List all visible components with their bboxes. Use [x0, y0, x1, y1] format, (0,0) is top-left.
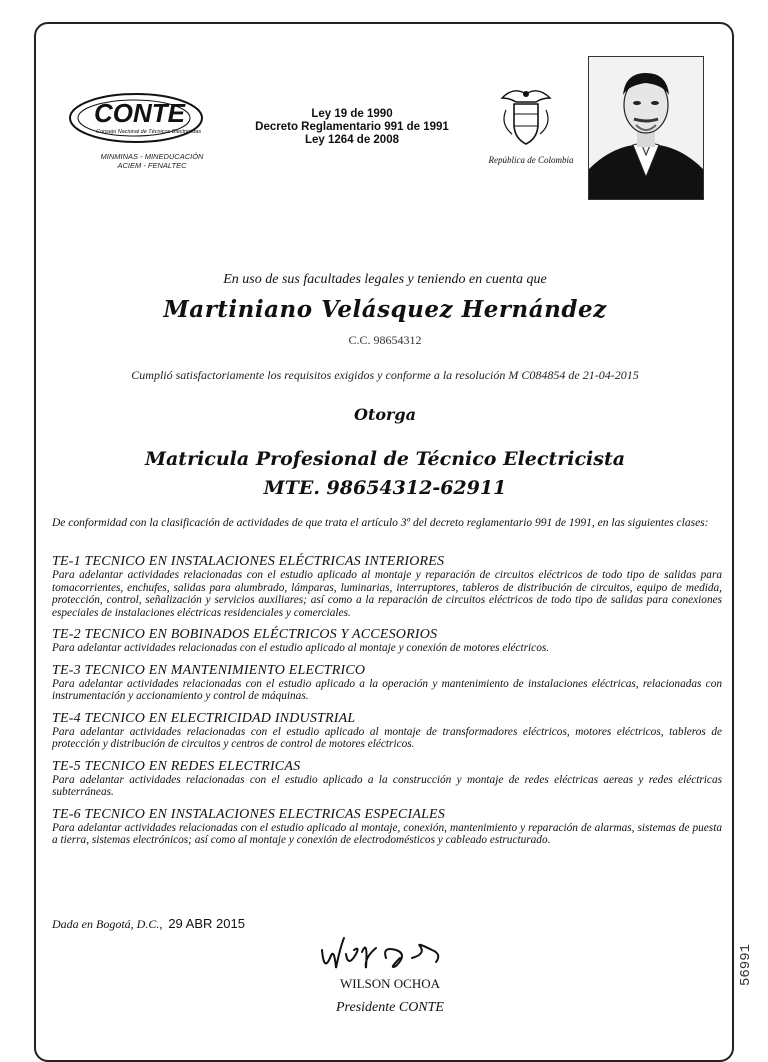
portrait-photo — [588, 56, 704, 200]
sub-organizations — [82, 152, 222, 170]
class-description: Para adelantar actividades relacionadas con el estudio aplicado al montaje de transformadores eléctricos, motores eléctricos, tableros de protección y distribución de circuitos y centros de control de motores eléctricos. — [52, 725, 722, 750]
svg-text:CONTE: CONTE — [94, 98, 185, 128]
compliance-statement: Cumplió satisfactoriamente los requisitos exigidos y conforme a la resolución M C084854 de 21-04-2015 — [131, 368, 639, 382]
class-title: TE-5 TECNICO EN REDES ELECTRICAS — [52, 758, 301, 774]
grants-label: Otorga — [354, 405, 416, 424]
signer-title: Presidente CONTE — [336, 1000, 444, 1015]
law-line1: Ley 19 de 1990 — [311, 108, 393, 120]
class-title: TE-1 TECNICO EN INSTALACIONES ELÉCTRICAS INTERIORES — [52, 554, 445, 569]
signer-name: WILSON OCHOA — [339, 976, 441, 991]
class-list — [52, 555, 722, 856]
class-item — [52, 712, 722, 751]
law-line2: Decreto Reglamentario 991 de 1991 — [255, 121, 449, 133]
sub-orgs-line2: ACIEM - FENALTEC — [117, 161, 187, 170]
law-line3: Ley 1264 de 2008 — [305, 134, 399, 146]
issue-date-stamp: 29 ABR 2015 — [168, 916, 245, 931]
class-description: Para adelantar actividades relacionadas con el estudio aplicado a la construcción y montaje de redes eléctricas aereas y redes eléctricas subterráneas. — [52, 773, 722, 798]
issue-place-date — [52, 916, 245, 932]
legal-references — [232, 108, 472, 147]
class-title: TE-6 TECNICO EN INSTALACIONES ELECTRICAS ESPECIALES — [52, 806, 446, 822]
colombia-coat-of-arms-icon — [496, 84, 556, 148]
handwritten-signature — [316, 928, 466, 978]
class-description: Para adelantar actividades relacionadas con el estudio aplicado a la operación y mantenimiento de instalaciones eléctricas, relacionadas con instrumentación y accionamiento y control de máquinas. — [52, 677, 722, 702]
class-item — [52, 555, 722, 619]
license-number: MTE. 98654312-62911 — [263, 477, 507, 499]
class-item — [52, 808, 722, 847]
issue-place: Dada en Bogotá, D.C., — [52, 917, 163, 931]
republica-label: República de Colombia — [488, 155, 574, 165]
class-title: TE-3 TECNICO EN MANTENIMIENTO ELECTRICO — [52, 662, 366, 678]
serial-number: 56991 — [738, 944, 754, 987]
svg-text:Consejo Nacional de Técnicos E: Consejo Nacional de Técnicos Electricistas — [96, 129, 202, 135]
class-item — [52, 628, 722, 655]
intro-text: En uso de sus facultades legales y teniendo en cuenta que — [223, 272, 547, 287]
holder-name: Martiniano Velásquez Hernández — [163, 296, 607, 323]
class-item — [52, 664, 722, 703]
class-description: Para adelantar actividades relacionadas con el estudio aplicado al montaje y conexión de motores eléctricos. — [52, 642, 550, 654]
id-number: C.C. 98654312 — [348, 333, 422, 347]
conformity-paragraph: De conformidad con la clasificación de actividades de que trata el artículo 3º del decreto reglamentario 991 de 1991, en las siguientes clases: — [52, 517, 709, 529]
sub-orgs-line1: MINMINAS - MINEDUCACIÓN — [100, 152, 204, 161]
class-item — [52, 760, 722, 799]
class-description: Para adelantar actividades relacionadas con el estudio aplicado al montaje, conexión, mantenimiento y reparación de alarmas, sistemas de puesta a tierra, sistemas electrónicos; así como al montaje y conexión de electrodomésticos y cableado estructurado. — [52, 821, 722, 846]
class-description: Para adelantar actividades relacionadas con el estudio aplicado al montaje y reparación de circuitos eléctricos de todo tipo de salidas para tomacorrientes, enchufes, salidas para alumbrado, lámparas, luminarias, interruptores, tableros de distribución de circuitos, equipo de medida, protección, control, señalización y servicios auxiliares; así como a la reparación de circuitos eléctricos de todo tipo de salidas para conexiones especiales de instalaciones eléctricas residenciales y comerciales. — [52, 569, 722, 619]
class-title: TE-2 TECNICO EN BOBINADOS ELÉCTRICOS Y ACCESORIOS — [52, 627, 438, 642]
class-title: TE-4 TECNICO EN ELECTRICIDAD INDUSTRIAL — [52, 710, 356, 726]
license-title: Matricula Profesional de Técnico Electricista — [144, 448, 626, 470]
